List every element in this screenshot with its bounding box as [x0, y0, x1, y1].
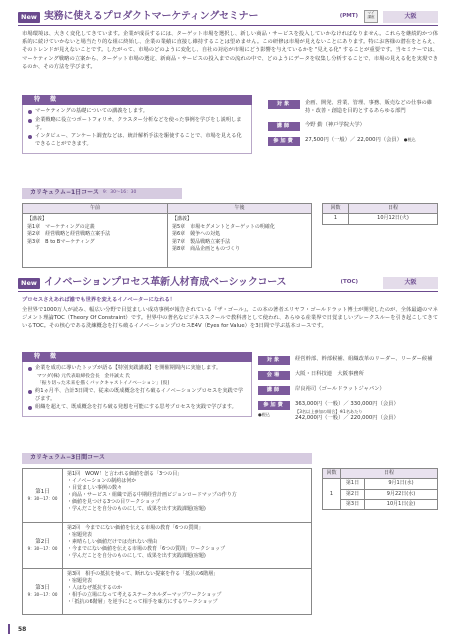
day-label: 第3日	[35, 585, 50, 592]
program-line: ・宿題発表	[67, 532, 93, 539]
program-line: ・「抵抗の6階層」を逆手にとって相手を味方にするワークショップ	[67, 599, 218, 606]
group-fee-note: 【3名以上参加の場合】※1名あたり	[295, 408, 363, 414]
schedule-date: 10月1日(金)	[365, 499, 438, 509]
page-number-bar	[8, 624, 10, 634]
intro-text: 市場環境は、大きく変化してきています。企業が成長するには、ターゲット市場を選択し、新しい商品・サービスを投入していかなければなりません。これらを継続的かつ体系的に続けていかないと場当たり的な組に終始し、企業の業績に直接し維持することは望めません。この研修は市場が見えないことにあります。特にお客様の潜在をとらえ、そのトレンドが見えないことです。したがって、市場のどのように変化し、自社の対応が市場にどう影響を与えているかを "見える化" することが重要です。当セミナーでは、マーケティング戦略の立案から、ターゲット市場の選定、新商品・サービスの投入までの流れの中で、どのようにデータを収集し分析することで、市場の見える化を実現できるのか、その方法を学びます。	[22, 31, 438, 70]
tax-note: ●税込	[403, 136, 416, 142]
kaisu-value: 1	[323, 214, 349, 224]
lecturer-label: 講師	[258, 386, 290, 395]
feature-item: 約1ヵ月半、合計3日間で、従来の既成概念を打ち破るイノベーションプロセスを実践で学びます。	[28, 388, 246, 404]
program-line: ・人はなぜ抵抗するのか	[67, 585, 123, 592]
program-line: ・相手の立場になって考えるステークホルダーマップワークショップ	[67, 592, 222, 599]
fee-value: 27,500円（一般）／ 22,000円（会員）	[305, 136, 403, 143]
target-label: 対象	[268, 100, 300, 109]
program-line: ・学んだことを自分のものにして、成果を出す実践課題(宿題)	[67, 553, 206, 560]
lecturer-label: 講師	[268, 122, 300, 131]
am-item: 第2章 経営戦略と経営戦略立案手法	[27, 231, 111, 238]
am-item: 第1章 マーケティングの定義	[27, 223, 95, 230]
features-box	[22, 95, 252, 154]
program-line: ・商品・サービス・組織で語る中期経営計画ビジョンロードマップの作り方	[67, 492, 237, 499]
pm-item: 【講義】	[172, 216, 193, 223]
curriculum-table	[22, 468, 312, 615]
schedule-date: 9月22日(水)	[365, 489, 438, 499]
program-line: ・素晴らしい価値だけでは売れない理由	[67, 539, 158, 546]
pm-item: 第7章 製品戦略立案手法	[172, 238, 231, 245]
target-value: 経営幹部、幹部候補、組織改革のリーダー、リーダー候補	[295, 356, 433, 362]
section-header-toc	[18, 276, 438, 292]
my-course-badge: マイ 講座	[364, 10, 378, 23]
section-title: 実務に使えるプロダクトマーケティングセミナー	[43, 11, 259, 23]
schedule-table	[322, 203, 438, 225]
kaisu-header: 回数	[323, 204, 349, 214]
special-speaker: マツダ(株) 元代表取締役会長 金井誠太 氏	[37, 373, 130, 379]
program-line: ・今までにない価値を伝える市場の教育「6つの質問」ワークショップ	[67, 546, 226, 553]
day-label: 第2日	[35, 539, 50, 546]
pm-header: 午後	[168, 204, 312, 214]
am-item: 【講義】	[27, 216, 48, 223]
schedule-date: 9月1日(水)	[365, 479, 438, 489]
nittei-header: 日程	[349, 204, 438, 214]
tax-note: ●税込	[258, 412, 271, 418]
feature-item: マーケティングの基礎についての講義をします。	[28, 108, 246, 116]
pm-item: 第8章 商品企画とものづくり	[172, 246, 241, 253]
lead-text: プロセスさえあれば誰でも世界を変えるイノベーターになれる！	[22, 297, 176, 303]
curriculum-bar	[22, 453, 312, 464]
date-value: 10月12日(火)	[349, 214, 438, 224]
page-number: 58	[18, 626, 27, 633]
new-tag: New	[18, 12, 40, 23]
curriculum-table	[22, 203, 312, 268]
schedule-day: 第2日	[341, 489, 365, 499]
new-tag: New	[18, 278, 40, 289]
program-line: 第2回 今までにない価値を伝える市場の教育「6つの質問」	[67, 525, 204, 531]
am-header: 午前	[23, 204, 168, 214]
pm-item: 第5章 市場セグメントとターゲットの明確化	[172, 223, 275, 230]
pm-item: 第6章 競争への対処	[172, 231, 221, 238]
schedule-table	[322, 468, 438, 510]
location-badge: 大阪	[383, 11, 438, 23]
info-box	[268, 100, 440, 149]
info-box	[258, 356, 440, 422]
program-line: ・目覚ましい事例の数々	[67, 485, 123, 492]
features-heading: 特 徴	[22, 95, 252, 105]
fee-value: 363,000円（一般）／ 330,000円（会員）	[295, 401, 399, 407]
program-line: ・宿題発表	[67, 578, 93, 585]
special-lecture-title: 「振り切った未来を描くバックキャストイノベーション」(仮)	[37, 380, 170, 386]
target-label: 対象	[258, 356, 290, 365]
kaisu-value: 1	[323, 479, 341, 510]
schedule-day: 第3日	[341, 499, 365, 509]
fee-label: 参加費	[258, 401, 290, 410]
program-line: ・学んだことを自分のものにして、成果を出す実践課題(宿題)	[67, 506, 206, 513]
section-header-pmt	[18, 10, 438, 26]
program-line: ・イノベーションの制約は何か	[67, 478, 137, 485]
nittei-header: 日程	[341, 469, 438, 479]
target-value: 企画、開発、営業、管理、事務、販売などの仕事の維持・改善・創造を目的とするあらゆる部門	[305, 100, 433, 114]
day-time: 9：30〜17：00	[27, 592, 58, 598]
feature-item: インタビュー、アンケート調査などは、統計解析手法を駆使することで、市場を見える化できることができます。	[28, 133, 246, 149]
schedule-day: 第1日	[341, 479, 365, 489]
curriculum-bar	[22, 188, 182, 199]
curriculum-title: カリキュラム−3日間コース	[30, 454, 105, 462]
venue-label: 会場	[258, 371, 290, 380]
section-title: イノベーションプロセス革新人材育成ベーシックコース	[43, 277, 287, 289]
program-line: ・価値を見つける3つの目ワークショップ	[67, 499, 161, 506]
feature-item: 組織を超えて、既成概念を打ち破る発想を可能にする思考プロセスを実践で学びます。	[28, 404, 246, 412]
lecturer-value: 今野 勤（神戸学院大学）	[305, 121, 365, 128]
curriculum-title: カリキュラム−1日コース	[30, 189, 99, 197]
kaisu-header: 回数	[323, 469, 341, 479]
program-line: 第3回 相手の抵抗を使って、断れない提案を作る「抵抗の6階層」	[67, 571, 219, 577]
group-fee-value: 242,000円（一般）／ 220,000円（会員）	[295, 415, 399, 422]
feature-item: 企業を成功に導いたトップが語る【特別実践講義】を開催期間内に実施します。	[28, 365, 246, 373]
curriculum-time: 9：30〜16：30	[102, 190, 137, 196]
lecturer-value: 岸良裕司（ゴールドラットジャパン）	[295, 386, 385, 392]
course-code: (PMT)	[339, 13, 358, 19]
day-time: 9：30〜17：00	[27, 546, 58, 552]
program-line: 第1回 WOW！と言われる価値を創る「3つの目」	[67, 471, 183, 477]
features-box	[22, 352, 252, 417]
am-item: 第3章 B to Bマーケティング	[27, 238, 95, 245]
features-heading: 特 徴	[22, 352, 252, 362]
intro-text: 全世界で1000万人が読み、幅広い分野で目覚ましい成功事例が報告されている『ザ・ゴール』。この本の著者エリヤフ・ゴールドラット博士が開発したのが、全体最適のマネジメント理論TOC（Theory Of Constraint）です。世界中の著名なビジネススクールで教科書として使われ、あらゆる産業界で日覚ましいブレークスルーを引き起こしてきているTOC。その核心である洗練概念を打ち破るイノベーションプロセスE4V（Eyes for Value）を3日間で学ぶ基本コースです。	[22, 307, 438, 330]
fee-label: 参加費	[268, 137, 300, 146]
location-badge: 大阪	[383, 277, 438, 289]
day-time: 9：30〜17：00	[27, 496, 58, 502]
feature-item: 企業戦略に役立つポートフォリオ、クラスター分析などを使った事例を学びをし説明します。	[28, 117, 246, 133]
course-code: (TOC)	[340, 279, 358, 285]
venue-value: 大阪・日科技連 大阪事務所	[295, 371, 364, 377]
day-label: 第1日	[35, 489, 50, 496]
